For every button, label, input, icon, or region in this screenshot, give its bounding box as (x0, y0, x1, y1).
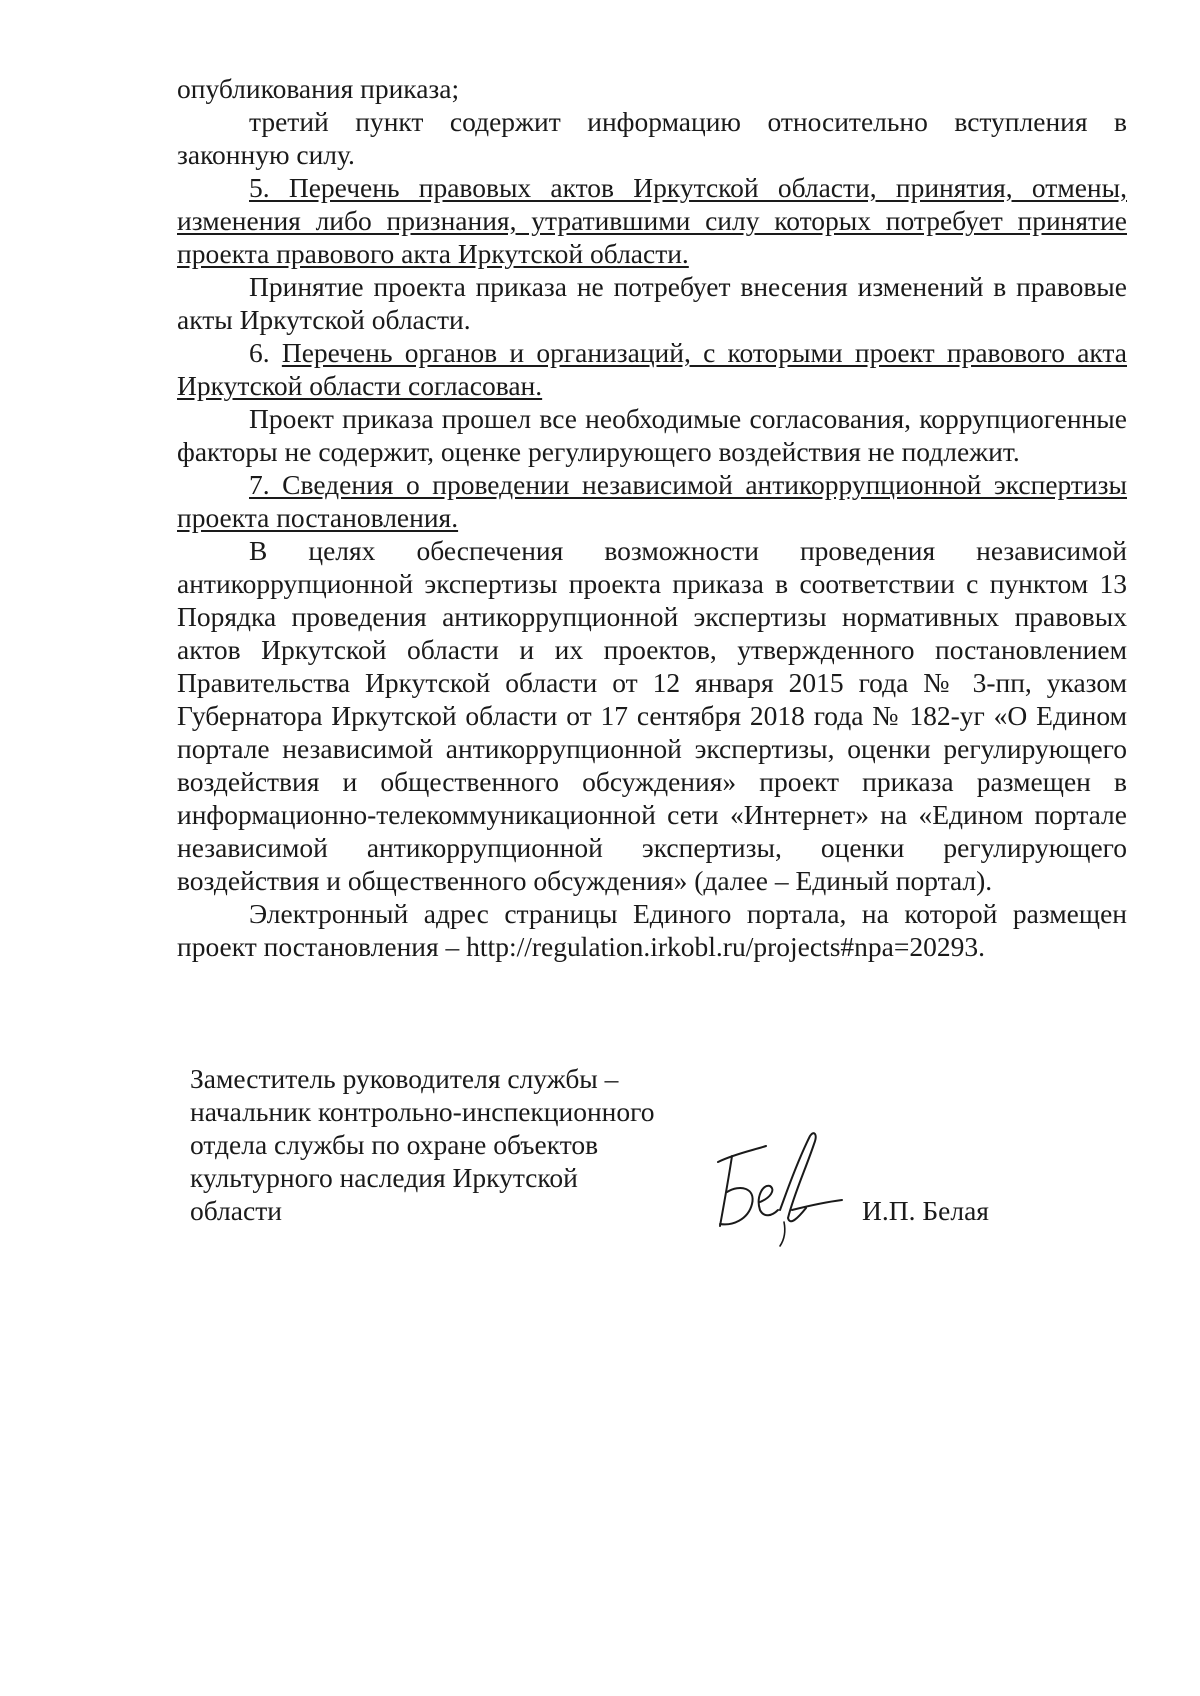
paragraph-portal-address: Электронный адрес страницы Единого портала, на которой размещен проект постановления – http://regulation.irkobl.ru/projects#npa=20293. (177, 898, 1127, 962)
signer-position-line: культурного наследия Иркутской (190, 1162, 578, 1193)
section-5-heading-text: 5. Перечень правовых актов Иркутской области, принятия, отмены, изменения либо признания, утратившими силу которых потребует принятие проекта правового акта Иркутской области. (177, 172, 1127, 269)
signature-block (190, 1062, 1150, 1232)
paragraph-expertise: В целях обеспечения возможности проведения независимой антикоррупционной экспертизы проекта приказа в соответствии с пунктом 13 Порядка проведения антикоррупционной экспертизы нормативных правовых актов Иркутской области и их проектов, утвержденного постановлением Правительства Иркутской области от 12 января 2015 года № 3-пп, указом Губернатора Иркутской области от 17 сентября 2018 года № 182-уг «О Едином портале независимой антикоррупционной экспертизы, оценки регулирующего воздействия и общественного обсуждения» проект приказа размещен в информационно-телекоммуникационной сети «Интернет» на «Едином портале независимой антикоррупционной экспертизы, оценки регулирующего воздействия и общественного обсуждения» (далее – Единый портал). (177, 535, 1127, 896)
section-6-heading (177, 336, 1127, 402)
signer-position-line: области (190, 1195, 282, 1226)
paragraph-third-point: третий пункт содержит информацию относительно вступления в законную силу. (177, 106, 1127, 170)
paragraph-approvals: Проект приказа прошел все необходимые согласования, коррупциогенные факторы не содержит, оценке регулирующего воздействия не подлежит. (177, 403, 1127, 467)
section-6-number: 6. (249, 337, 282, 368)
signer-position-line: отдела службы по охране объектов (190, 1129, 599, 1160)
signer-name: И.П. Белая (862, 1195, 989, 1226)
signer-position (190, 1062, 710, 1227)
document-body (177, 72, 1127, 963)
paragraph-publication-end: опубликования приказа; (177, 73, 460, 104)
paragraph-no-changes: Принятие проекта приказа не потребует внесения изменений в правовые акты Иркутской области. (177, 271, 1127, 335)
section-5-heading (177, 171, 1127, 270)
section-7-heading-text: 7. Сведения о проведении независимой антикоррупционной экспертизы проекта постановления. (177, 469, 1127, 533)
section-7-heading (177, 468, 1127, 534)
section-6-heading-text: Перечень органов и организаций, с которыми проект правового акта Иркутской области согласован. (177, 337, 1127, 401)
signer-position-line: Заместитель руководителя службы – (190, 1063, 619, 1094)
handwritten-signature (680, 1122, 850, 1252)
signer-position-line: начальник контрольно-инспекционного (190, 1096, 655, 1127)
